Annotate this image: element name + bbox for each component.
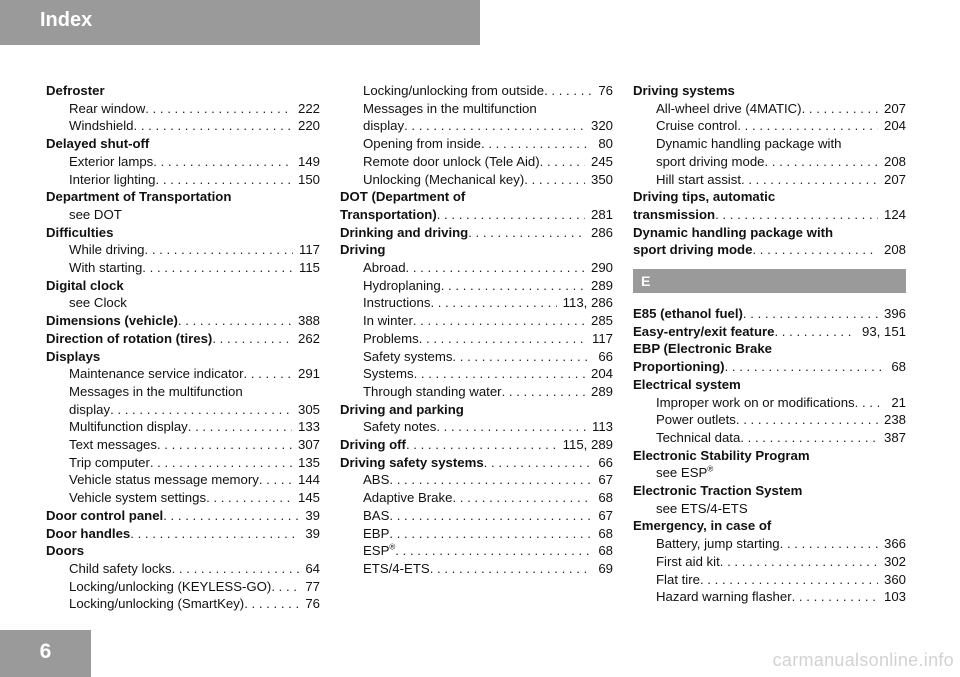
entry-label: display <box>363 118 405 134</box>
index-entry <box>46 153 320 171</box>
leader-dots <box>156 171 292 189</box>
leader-dots <box>715 206 878 224</box>
page-ref: 39 <box>305 525 320 541</box>
page-ref: 396 <box>883 306 906 322</box>
index-entry <box>633 588 906 606</box>
page-ref: 115, 289 <box>562 437 613 453</box>
section-letter-e: E <box>633 269 906 293</box>
index-entry <box>340 294 613 312</box>
index-entry <box>46 507 320 525</box>
page-ref: 262 <box>297 330 320 346</box>
index-entry <box>633 535 906 553</box>
page-ref: 66 <box>598 454 613 470</box>
leader-dots <box>774 323 856 341</box>
entry-label: Opening from inside <box>363 136 482 152</box>
leader-dots <box>743 305 878 323</box>
leader-dots <box>413 312 585 330</box>
leader-dots <box>243 365 292 383</box>
leader-dots <box>188 418 292 436</box>
leader-dots <box>414 365 585 383</box>
index-entry <box>340 117 613 135</box>
leader-dots <box>206 489 292 507</box>
page-ref: 285 <box>590 313 613 329</box>
index-entry <box>46 100 320 118</box>
page-ref: 366 <box>883 536 906 552</box>
index-heading: Driving <box>340 242 386 258</box>
leader-dots <box>802 100 878 118</box>
index-entry <box>340 206 613 224</box>
index-entry <box>340 507 613 525</box>
index-entry <box>340 542 613 560</box>
leader-dots <box>524 171 585 189</box>
index-entry <box>633 358 906 376</box>
leader-dots <box>244 595 299 613</box>
index-entry <box>46 117 320 135</box>
index-entry <box>46 595 320 613</box>
entry-label: BAS <box>363 507 390 523</box>
page-ref: 93, 151 <box>862 323 906 339</box>
entry-label: Windshield <box>69 118 134 134</box>
index-entry <box>633 305 906 323</box>
leader-dots <box>452 348 592 366</box>
index-entry <box>340 153 613 171</box>
entry-label: Trip computer <box>69 454 150 470</box>
index-heading: Electronic Stability Program <box>633 447 810 463</box>
index-heading: Electrical system <box>633 376 741 392</box>
index-entry-line: Dynamic handling package with <box>656 136 842 152</box>
index-entry <box>46 560 320 578</box>
index-entry <box>340 330 613 348</box>
page-ref: 290 <box>590 260 613 276</box>
leader-dots <box>212 330 292 348</box>
leader-dots <box>481 135 592 153</box>
page-header <box>0 0 480 45</box>
index-entry-line: Messages in the multifunction <box>363 100 537 116</box>
entry-label: Door control panel <box>46 507 164 523</box>
index-entry <box>46 401 320 419</box>
index-heading: Driving and parking <box>340 401 464 417</box>
entry-label: Hazard warning flasher <box>656 589 792 605</box>
entry-label: Drinking and driving <box>340 224 469 240</box>
page-ref: 21 <box>891 394 906 410</box>
index-heading: Displays <box>46 348 101 364</box>
page-ref: 220 <box>297 118 320 134</box>
index-entry <box>340 135 613 153</box>
index-entry <box>46 312 320 330</box>
page-ref: 103 <box>883 589 906 605</box>
page-ref: 67 <box>598 507 613 523</box>
index-entry <box>46 436 320 454</box>
entry-label: Battery, jump starting <box>656 536 780 552</box>
page-ref: 80 <box>598 136 613 152</box>
entry-label: ABS <box>363 472 390 488</box>
entry-label: Locking/unlocking (KEYLESS-GO) <box>69 578 272 594</box>
entry-label: Locking/unlocking (SmartKey) <box>69 596 245 612</box>
page-ref: 238 <box>883 412 906 428</box>
index-heading: Electronic Traction System <box>633 483 803 499</box>
page-ref: 387 <box>883 429 906 445</box>
index-heading: Difficulties <box>46 224 114 240</box>
entry-label: Rear window <box>69 100 146 116</box>
page-ref: 302 <box>883 553 906 569</box>
entry-label: Proportioning) <box>633 359 725 375</box>
page-ref: 64 <box>305 560 320 576</box>
page-ref: 204 <box>883 118 906 134</box>
page-ref: 281 <box>590 206 613 222</box>
entry-label: Through standing water <box>363 383 502 399</box>
index-heading: Doors <box>46 543 85 559</box>
page-ref: 69 <box>598 560 613 576</box>
leader-dots <box>502 383 585 401</box>
page-ref: 133 <box>297 419 320 435</box>
leader-dots <box>172 560 300 578</box>
index-entry <box>340 454 613 472</box>
index-entry <box>633 153 906 171</box>
entry-label: ETS/4-ETS <box>363 560 430 576</box>
index-heading: EBP (Electronic Brake <box>633 341 773 357</box>
index-entry <box>46 578 320 596</box>
leader-dots <box>441 277 585 295</box>
index-heading: DOT (Department of <box>340 189 466 205</box>
leader-dots <box>271 578 299 596</box>
entry-label: Safety systems <box>363 348 453 364</box>
index-entry <box>340 436 613 454</box>
page-ref: 204 <box>590 366 613 382</box>
entry-label: Technical data <box>656 429 741 445</box>
index-entry <box>633 117 906 135</box>
index-entry <box>340 489 613 507</box>
leader-dots <box>389 507 592 525</box>
entry-label: Transportation) <box>340 206 437 222</box>
entry-label: Driving off <box>340 437 406 453</box>
page-ref: 149 <box>297 153 320 169</box>
entry-label: sport driving mode <box>633 242 753 258</box>
page-ref: 289 <box>590 383 613 399</box>
leader-dots <box>142 259 293 277</box>
index-entry <box>46 259 320 277</box>
entry-label: Safety notes <box>363 419 437 435</box>
index-entry <box>46 330 320 348</box>
entry-label: sport driving mode <box>656 153 765 169</box>
entry-label: Hydroplaning <box>363 277 441 293</box>
index-see-ref <box>633 464 906 482</box>
entry-label: Interior lighting <box>69 171 156 187</box>
watermark-text: carmanualsonline.info <box>772 650 954 670</box>
index-heading: Delayed shut-off <box>46 136 150 152</box>
index-heading: Driving tips, automatic <box>633 189 776 205</box>
leader-dots <box>406 436 557 454</box>
leader-dots <box>389 471 592 489</box>
entry-label: Text messages <box>69 437 157 453</box>
page-ref: 207 <box>883 100 906 116</box>
leader-dots <box>452 489 592 507</box>
index-entry <box>340 312 613 330</box>
entry-label: Dimensions (vehicle) <box>46 313 178 329</box>
index-entry <box>46 454 320 472</box>
leader-dots <box>468 224 585 242</box>
page-ref: 286 <box>590 224 613 240</box>
leader-dots <box>110 401 292 419</box>
entry-label: Maintenance service indicator <box>69 366 244 382</box>
index-entry <box>633 100 906 118</box>
leader-dots <box>153 153 292 171</box>
leader-dots <box>134 117 292 135</box>
entry-label: Direction of rotation (tires) <box>46 330 213 346</box>
leader-dots <box>404 117 585 135</box>
index-entry <box>633 171 906 189</box>
page-ref: 68 <box>598 525 613 541</box>
page-ref: 113 <box>591 419 613 435</box>
page-ref: 115 <box>298 260 320 276</box>
entry-label: With starting <box>69 260 143 276</box>
page-ref: 117 <box>298 242 320 258</box>
leader-dots <box>145 241 293 259</box>
index-entry <box>633 571 906 589</box>
leader-dots <box>780 535 878 553</box>
leader-dots <box>720 553 878 571</box>
index-entry <box>46 489 320 507</box>
entry-label: Remote door unlock (Tele Aid) <box>363 153 540 169</box>
registered-mark: ® <box>389 542 396 552</box>
index-entry-line: Messages in the multifunction <box>69 383 243 399</box>
page-ref: 305 <box>297 401 320 417</box>
entry-label: Hill start assist <box>656 171 741 187</box>
registered-mark: ® <box>707 464 714 474</box>
leader-dots <box>792 588 878 606</box>
leader-dots <box>737 117 878 135</box>
page-ref: 208 <box>883 242 906 258</box>
entry-label: Improper work on or modifications <box>656 394 855 410</box>
leader-dots <box>544 82 592 100</box>
index-entry <box>340 365 613 383</box>
index-entry <box>633 206 906 224</box>
entry-label: Multifunction display <box>69 419 188 435</box>
leader-dots <box>752 241 878 259</box>
page-ref: 67 <box>598 472 613 488</box>
entry-label: Locking/unlocking from outside <box>363 83 545 98</box>
leader-dots <box>157 436 292 454</box>
page-ref: 76 <box>598 83 613 98</box>
leader-dots <box>484 454 593 472</box>
index-column-2 <box>340 82 613 578</box>
leader-dots <box>430 294 556 312</box>
leader-dots <box>419 330 586 348</box>
index-entry <box>633 323 906 341</box>
leader-dots <box>163 507 299 525</box>
index-see-ref: see DOT <box>69 206 122 222</box>
page-ref: 388 <box>297 313 320 329</box>
page-ref: 289 <box>590 277 613 293</box>
leader-dots <box>259 471 292 489</box>
page-ref: 150 <box>297 171 320 187</box>
index-entry <box>340 471 613 489</box>
index-heading: Emergency, in case of <box>633 518 772 534</box>
entry-label: Power outlets <box>656 412 736 428</box>
leader-dots <box>395 542 592 560</box>
leader-dots <box>406 259 585 277</box>
page-ref: 77 <box>305 578 320 594</box>
index-column-1 <box>46 82 320 613</box>
entry-label: All-wheel drive (4MATIC) <box>656 100 802 116</box>
page-ref: 360 <box>883 571 906 587</box>
leader-dots <box>437 206 585 224</box>
page-ref: 245 <box>590 153 613 169</box>
entry-label: First aid kit <box>656 553 720 569</box>
entry-label: Systems <box>363 366 414 382</box>
leader-dots <box>741 171 878 189</box>
leader-dots <box>700 571 878 589</box>
entry-label: Instructions <box>363 295 431 311</box>
entry-label: Flat tire <box>656 571 700 587</box>
leader-dots <box>150 454 292 472</box>
leader-dots <box>736 411 878 429</box>
entry-label: display <box>69 401 111 417</box>
index-entry <box>340 348 613 366</box>
index-entry <box>340 82 613 100</box>
leader-dots <box>436 418 586 436</box>
index-entry <box>46 241 320 259</box>
index-heading: Driving systems <box>633 83 735 98</box>
page-ref: 222 <box>297 100 320 116</box>
page-title: Index <box>40 9 93 31</box>
entry-label: Vehicle status message memory <box>69 472 259 488</box>
page-ref: 135 <box>297 454 320 470</box>
index-entry <box>340 277 613 295</box>
index-entry <box>633 411 906 429</box>
index-entry <box>633 394 906 412</box>
leader-dots <box>855 394 886 412</box>
entry-label: Exterior lamps <box>69 153 154 169</box>
entry-label: Adaptive Brake <box>363 490 453 506</box>
page-ref: 207 <box>883 171 906 187</box>
page-ref: 68 <box>598 543 613 559</box>
entry-label: Driving safety systems <box>340 454 484 470</box>
index-see-ref: see Clock <box>69 295 127 311</box>
page-ref: 320 <box>590 118 613 134</box>
page-ref: 208 <box>883 153 906 169</box>
page-ref: 76 <box>305 596 320 612</box>
page-ref: 145 <box>297 490 320 506</box>
entry-label: Child safety locks <box>69 560 172 576</box>
entry-label: Vehicle system settings <box>69 490 207 506</box>
entry-label: Easy-entry/exit feature <box>633 323 775 339</box>
entry-label: Problems <box>363 330 419 346</box>
index-entry <box>340 525 613 543</box>
see-ref-text: see ESP <box>656 465 708 481</box>
index-heading: Dynamic handling package with <box>633 224 834 240</box>
index-entry <box>340 259 613 277</box>
leader-dots <box>178 312 292 330</box>
page-ref: 291 <box>297 366 320 382</box>
entry-label: While driving <box>69 242 145 258</box>
leader-dots <box>145 100 292 118</box>
index-see-ref: see ETS/4-ETS <box>656 500 748 516</box>
entry-label: transmission <box>633 206 716 222</box>
index-entry <box>46 471 320 489</box>
page-number: 6 <box>39 640 52 663</box>
index-entry <box>633 241 906 259</box>
page-ref: 39 <box>305 507 320 523</box>
index-entry <box>340 171 613 189</box>
page-ref: 144 <box>297 472 320 488</box>
index-column-3 <box>633 82 906 606</box>
leader-dots <box>764 153 878 171</box>
index-entry <box>46 418 320 436</box>
page-ref: 124 <box>883 206 906 222</box>
entry-label: Abroad <box>363 260 406 276</box>
index-entry <box>633 429 906 447</box>
entry-label <box>363 542 395 560</box>
leader-dots <box>540 153 585 171</box>
leader-dots <box>740 429 878 447</box>
entry-label: E85 (ethanol fuel) <box>633 306 743 322</box>
index-entry <box>633 553 906 571</box>
index-entry <box>46 171 320 189</box>
page-ref: 113, 286 <box>562 295 613 311</box>
entry-label: EBP <box>363 525 390 541</box>
index-entry <box>340 418 613 436</box>
index-entry <box>46 525 320 543</box>
index-heading: Digital clock <box>46 277 124 293</box>
entry-label-text: ESP <box>363 543 390 559</box>
index-heading: Defroster <box>46 83 105 98</box>
index-entry <box>340 383 613 401</box>
page-ref: 68 <box>598 490 613 506</box>
entry-label: In winter <box>363 313 413 329</box>
leader-dots <box>725 358 886 376</box>
page-ref: 68 <box>891 359 906 375</box>
entry-label: Unlocking (Mechanical key) <box>363 171 525 187</box>
page-ref: 350 <box>590 171 613 187</box>
leader-dots <box>389 525 592 543</box>
page-ref: 307 <box>297 437 320 453</box>
entry-label: Cruise control <box>656 118 738 134</box>
leader-dots <box>130 525 299 543</box>
index-entry <box>340 224 613 242</box>
entry-label: Door handles <box>46 525 131 541</box>
page-ref: 66 <box>598 348 613 364</box>
leader-dots <box>430 560 593 578</box>
index-entry <box>46 365 320 383</box>
page-ref: 117 <box>591 330 613 346</box>
index-heading: Department of Transportation <box>46 189 232 205</box>
index-entry <box>340 560 613 578</box>
